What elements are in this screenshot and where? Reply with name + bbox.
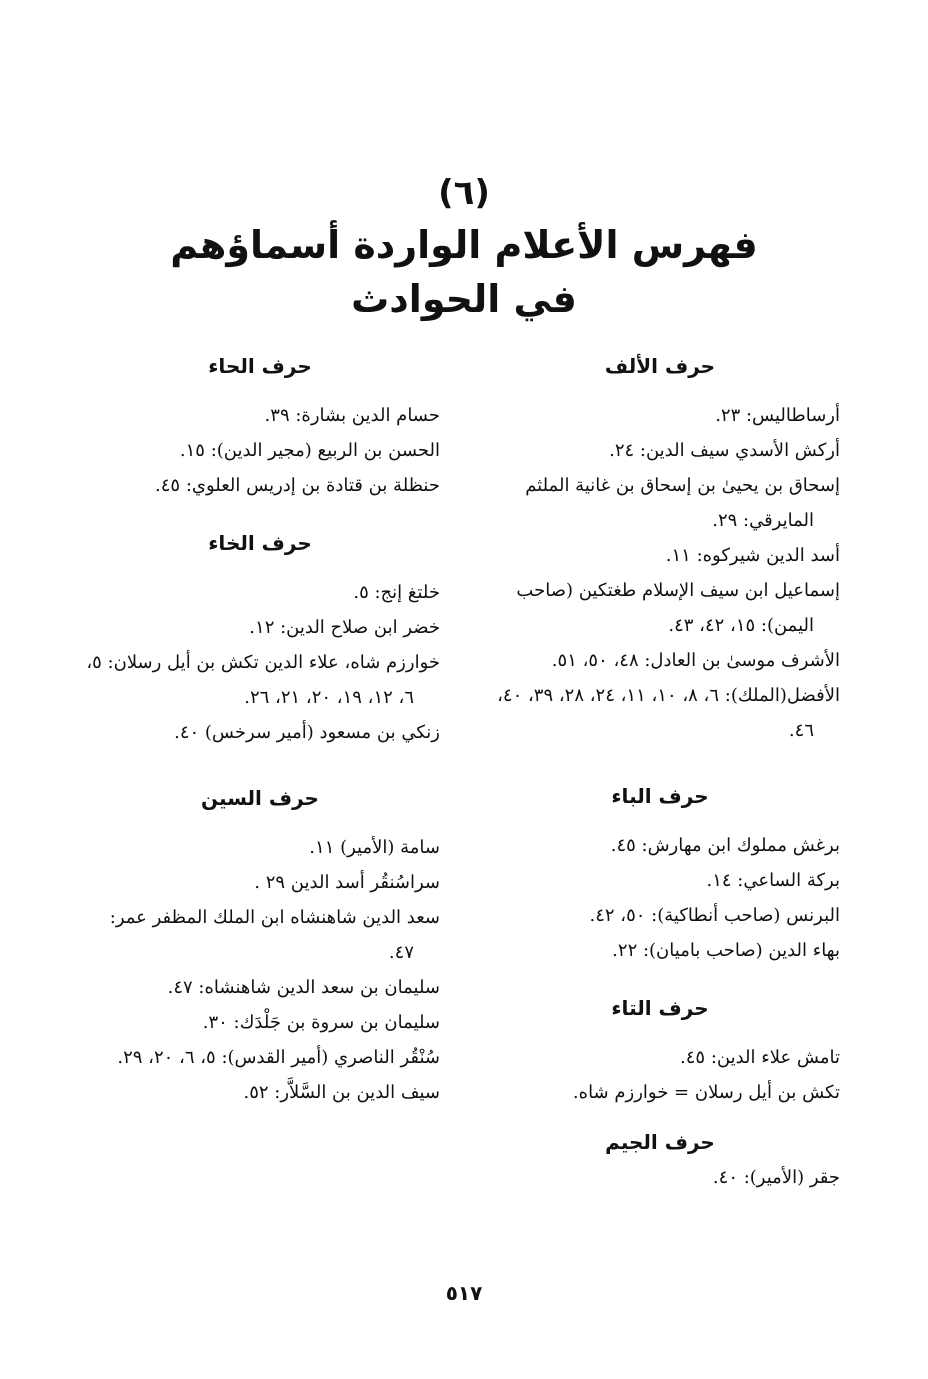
index-entry: تكش بن أيل رسلان = خوارزم شاه. xyxy=(572,1082,840,1103)
index-entry: حسام الدين بشارة: ٣٩. xyxy=(264,405,440,426)
index-title-line-2: في الحوادث xyxy=(351,277,577,321)
index-entry: خضر ابن صلاح الدين: ١٢. xyxy=(249,617,440,638)
index-entry: سيف الدين بن السَّلاَّر: ٥٢. xyxy=(243,1082,440,1103)
entries-ha xyxy=(80,398,440,503)
index-entry: إسحاق بن يحيىٰ بن إسحاق بن غانية الملثم المايرقي: ٢٩. xyxy=(525,475,840,531)
index-entry: بهاء الدين (صاحب باميان): ٢٢. xyxy=(612,940,840,961)
section-heading-jim: حرف الجيم xyxy=(605,1130,715,1154)
index-entry: سليمان بن سعد الدين شاهنشاه: ٤٧. xyxy=(167,977,440,998)
index-entry: زنكي بن مسعود (أمير سرخس) ٤٠. xyxy=(174,722,440,743)
index-entry: أرساطاليس: ٢٣. xyxy=(715,405,840,426)
entries-ta xyxy=(480,1040,840,1110)
page-number: ٥١٧ xyxy=(445,1281,483,1305)
index-entry: حنظلة بن قتادة بن إدريس العلوي: ٤٥. xyxy=(155,475,440,496)
index-entry: سامة (الأمير) ١١. xyxy=(309,837,440,858)
entries-alif xyxy=(480,398,840,748)
index-entry: البرنس (صاحب أنطاكية): ٥٠، ٤٢. xyxy=(589,905,840,926)
entries-jim xyxy=(480,1160,840,1195)
index-entry: جقر (الأمير): ٤٠. xyxy=(712,1167,840,1188)
index-entry: خلتغ إنج: ٥. xyxy=(353,582,440,603)
section-heading-ta: حرف التاء xyxy=(611,996,709,1020)
index-entry: سعد الدين شاهنشاه ابن الملك المظفر عمر: ٤٧. xyxy=(109,907,440,963)
left-column xyxy=(80,348,440,1110)
index-entry: الحسن بن الربيع (مجير الدين): ١٥. xyxy=(179,440,440,461)
section-heading-ha: حرف الحاء xyxy=(208,354,312,378)
index-entry: الأشرف موسىٰ بن العادل: ٤٨، ٥٠، ٥١. xyxy=(551,650,840,671)
entries-kha xyxy=(80,575,440,750)
chapter-number: (٦) xyxy=(438,173,490,213)
entries-sin xyxy=(80,830,440,1110)
index-entry: سراسُنقُر أسد الدين ٢٩ . xyxy=(254,872,440,893)
index-entry: أسد الدين شيركوه: ١١. xyxy=(665,545,840,566)
right-column xyxy=(480,348,840,1195)
index-entry: خوارزم شاه، علاء الدين تكش بن أيل رسلان: ٥، ٦، ١٢، ١٩، ٢٠، ٢١، ٢٦. xyxy=(86,652,440,708)
page-header xyxy=(0,168,928,326)
section-heading-ba: حرف الباء xyxy=(611,784,709,808)
index-entry: سُنْقُر الناصري (أمير القدس): ٥، ٦، ٢٠، ٢٩. xyxy=(117,1047,440,1068)
index-entry: بركة الساعي: ١٤. xyxy=(706,870,840,891)
index-title-line-1: فهرس الأعلام الواردة أسماؤهم xyxy=(170,223,758,267)
index-entry: إسماعيل ابن سيف الإسلام طغتكين (صاحب اليمن): ١٥، ٤٢، ٤٣. xyxy=(516,580,840,636)
section-heading-alif: حرف الألف xyxy=(604,354,716,378)
index-entry: أركش الأسدي سيف الدين: ٢٤. xyxy=(609,440,840,461)
index-entry: برغش مملوك ابن مهارش: ٤٥. xyxy=(610,835,840,856)
index-entry: تامش علاء الدين: ٤٥. xyxy=(680,1047,840,1068)
index-entry: الأفضل(الملك): ٦، ٨، ١٠، ١١، ٢٤، ٢٨، ٣٩، ٤٠، ٤٦. xyxy=(497,685,840,741)
index-entry: سليمان بن سروة بن جَلْدَك: ٣٠. xyxy=(202,1012,440,1033)
section-heading-kha: حرف الخاء xyxy=(208,531,312,555)
entries-ba xyxy=(480,828,840,968)
section-heading-sin: حرف السين xyxy=(201,786,319,810)
